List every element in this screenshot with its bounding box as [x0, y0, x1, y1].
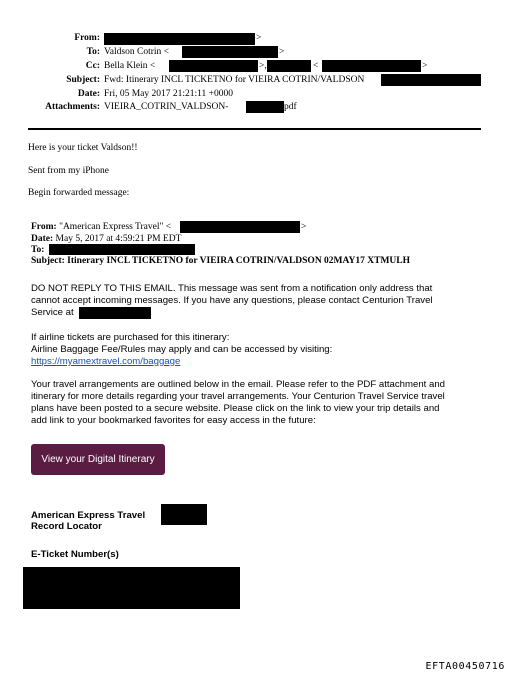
baggage-link[interactable]: https://myamextravel.com/baggage: [31, 356, 181, 367]
notice-line: DO NOT REPLY TO THIS EMAIL. This message was sent from a notification only address that: [31, 283, 433, 294]
date-text: Fri, 05 May 2017 21:21:11 +0000: [104, 89, 234, 99]
fwd-date-row: [31, 234, 181, 244]
redaction: [169, 60, 258, 72]
subject-text: Fwd: Itinerary INCL TICKETNO for VIEIRA COTRIN/VALDSON: [104, 75, 365, 85]
fwd-subject-label: Subject:: [31, 256, 65, 266]
arrangements-line: add link to your bookmarked favorites for easy access in the future:: [31, 415, 316, 426]
notice-line: cannot accept incoming messages. If you have any questions, please contact Centurion Travel: [31, 295, 433, 306]
arrangements-line: Your travel arrangements are outlined below in the email. Please refer to the PDF attachment and: [31, 379, 446, 390]
baggage-line: Airline Baggage Fee/Rules may apply and can be accessed by visiting:: [31, 344, 333, 355]
fwd-to-label: To:: [31, 245, 45, 255]
fwd-date-label: Date:: [31, 234, 54, 244]
redaction: [322, 60, 421, 72]
attachment-name[interactable]: VIEIRA_COTRIN_VALDSON-: [104, 102, 229, 112]
redaction: [267, 60, 311, 72]
angle-close: >: [422, 61, 428, 71]
intro-line: Here is your ticket Valdson!!: [28, 143, 138, 153]
attachments-label: Attachments:: [45, 102, 100, 112]
redaction: [180, 221, 300, 233]
angle-close: >: [301, 222, 307, 232]
cc-label: Cc:: [85, 61, 100, 71]
fwd-from-name: "American Express Travel" <: [59, 222, 172, 232]
intro-line: Sent from my iPhone: [28, 166, 110, 176]
fwd-from-row: [31, 222, 171, 232]
redaction: [246, 101, 284, 113]
date-label: Date:: [77, 89, 100, 99]
view-itinerary-label: View your Digital Itinerary: [41, 454, 155, 465]
fwd-subject: Itinerary INCL TICKETNO for VIEIRA COTRIN/VALDSON 02MAY17 XTMULH: [67, 256, 410, 266]
to-name: Valdson Cotrin <: [104, 47, 169, 57]
redaction: [23, 567, 240, 609]
header-divider: [28, 128, 481, 130]
view-itinerary-button[interactable]: [31, 444, 165, 475]
subject-label: Subject:: [66, 75, 100, 85]
record-label: Record Locator: [31, 521, 102, 532]
redaction: [182, 46, 278, 58]
eticket-label: E-Ticket Number(s): [31, 549, 119, 560]
angle-close: >: [256, 33, 262, 43]
attachment-suffix: pdf: [284, 102, 297, 112]
baggage-line: If airline tickets are purchased for this itinerary:: [31, 332, 230, 343]
arrangements-line: plans have been posted to a secure website. Please click on the link to view your trip details and: [31, 403, 440, 414]
notice-line: Service at: [31, 307, 74, 318]
redaction: [49, 244, 195, 255]
separator: >,: [259, 61, 267, 71]
fwd-subject-row: [31, 256, 410, 266]
to-label: To:: [86, 47, 100, 57]
redaction: [161, 504, 207, 525]
fwd-date: May 5, 2017 at 4:59:21 PM EDT: [55, 234, 182, 244]
intro-line: Begin forwarded message:: [28, 188, 130, 198]
redaction: [381, 74, 481, 86]
angle-close: >: [279, 47, 285, 57]
fwd-from-label: From:: [31, 222, 57, 232]
redaction: [104, 33, 255, 45]
arrangements-line: itinerary for more details regarding your travel arrangements. Your Centurion Travel Service travel: [31, 391, 445, 402]
angle-open: <: [313, 61, 319, 71]
from-label: From:: [74, 33, 100, 43]
cc-name: Bella Klein <: [104, 61, 156, 71]
record-label: American Express Travel: [31, 510, 146, 521]
redaction: [79, 307, 151, 319]
bates-number: EFTA00450716: [425, 661, 505, 672]
